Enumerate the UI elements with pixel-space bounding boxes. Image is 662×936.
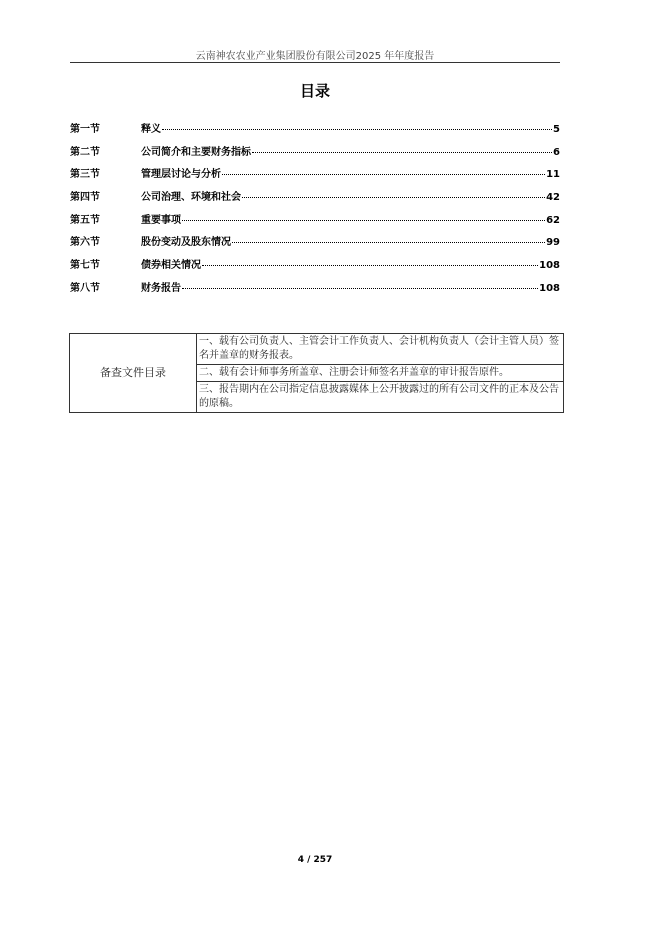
toc-section-name: 重要事项: [141, 214, 181, 226]
toc-entry[interactable]: [70, 256, 560, 279]
toc-entry[interactable]: [70, 120, 560, 143]
reference-document-item: 一、载有公司负责人、主管会计工作负责人、会计机构负责人（会计主管人员）签名并盖章的财务报表。: [197, 334, 564, 365]
toc-entry[interactable]: [70, 233, 560, 256]
toc-dot-leader: [162, 129, 552, 130]
toc-section-number: 第二节: [70, 146, 100, 158]
toc-page-number: 11: [546, 169, 560, 181]
toc-entry[interactable]: [70, 165, 560, 188]
toc-dot-leader: [222, 174, 545, 175]
toc-dot-leader: [202, 265, 538, 266]
toc-section-name: 公司简介和主要财务指标: [141, 146, 251, 158]
toc-page-number: 6: [553, 146, 560, 158]
toc-section-number: 第八节: [70, 282, 100, 294]
toc-section-number: 第三节: [70, 169, 100, 181]
toc-dot-leader: [182, 288, 538, 289]
toc-section-number: 第六节: [70, 237, 100, 249]
toc-dot-leader: [252, 152, 552, 153]
toc-section-name: 释义: [141, 124, 161, 135]
toc-page-number: 42: [546, 192, 560, 204]
toc-page-number: 99: [546, 237, 560, 249]
toc-section-number: 第四节: [70, 192, 100, 204]
toc-dot-leader: [242, 197, 545, 198]
toc-page-number: 108: [539, 260, 560, 272]
table-of-contents: [70, 120, 560, 302]
toc-page-number: 108: [539, 282, 560, 294]
toc-section-name: 公司治理、环境和社会: [141, 192, 241, 204]
header-divider: [70, 62, 560, 63]
toc-page-number: 62: [546, 214, 560, 226]
reference-documents-table: [69, 333, 564, 413]
toc-section-number: 第一节: [70, 124, 100, 135]
toc-entry[interactable]: [70, 188, 560, 211]
reference-document-item: 二、载有会计师事务所盖章、注册会计师签名并盖章的审计报告原件。: [197, 365, 564, 382]
toc-dot-leader: [182, 220, 545, 221]
toc-dot-leader: [232, 242, 545, 243]
toc-entry[interactable]: [70, 143, 560, 166]
toc-section-name: 债券相关情况: [141, 260, 201, 272]
toc-entry[interactable]: [70, 211, 560, 234]
toc-title: 目录: [299, 82, 330, 100]
toc-section-name: 股份变动及股东情况: [141, 237, 231, 249]
toc-section-name: 管理层讨论与分析: [141, 169, 221, 181]
toc-entry[interactable]: [70, 279, 560, 302]
toc-section-name: 财务报告: [141, 282, 181, 294]
toc-page-number: 5: [553, 124, 560, 135]
toc-section-number: 第七节: [70, 260, 100, 272]
toc-section-number: 第五节: [70, 214, 100, 226]
page-header: 云南神农农业产业集团股份有限公司2025 年年度报告: [195, 51, 435, 62]
reference-document-item: 三、报告期内在公司指定信息披露媒体上公开披露过的所有公司文件的正本及公告的原稿。: [197, 382, 564, 413]
page-number-footer: 4 / 257: [297, 855, 333, 865]
table-row: [70, 334, 564, 365]
reference-documents-label: 备查文件目录: [70, 334, 197, 413]
